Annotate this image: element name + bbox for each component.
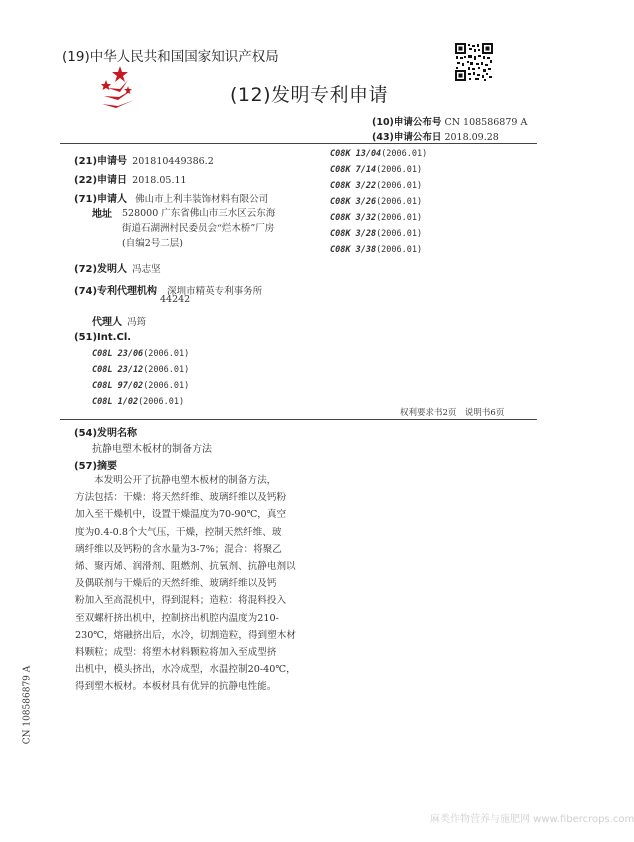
abstract-line: 至双螺杆挤出机中，控制挤出机腔内温度为210- [75,612,279,624]
issuer-line: (19)中华人民共和国国家知识产权局 [62,49,279,65]
ipc-code: C08L 23/12 [92,365,144,375]
publication-number [372,114,527,128]
agent [92,310,146,329]
watermark: 麻类作物营养与施肥网 www.fibercrops.com [430,814,634,825]
inventor-label: (72)发明人 [74,264,128,275]
application-date-value: 2018.05.11 [132,175,187,186]
title-label: (54)发明名称 [74,428,138,439]
abstract-line: 烯、聚丙烯、润滑剂、阻燃剂、抗氧剂、抗静电剂以 [75,561,296,573]
abstract-line: 得到塑木板材。本板材具有优异的抗静电性能。 [75,681,277,693]
abstract-label: (57)摘要 [74,461,118,472]
ipc-right-3 [330,181,422,191]
agent-value: 冯筠 [127,317,147,328]
ipc-right-4 [330,197,422,207]
ipc-right-2 [330,165,422,175]
abstract-line: 230℃，熔融挤出后，水冷，切割造粒，得到塑木材 [75,629,296,641]
publication-date-label: (43)申请公布日 [372,132,442,143]
ipc-code: C08L 23/06 [92,349,144,359]
ipc-version: (2006.01) [143,381,190,391]
ipc-version: (2006.01) [376,245,423,255]
abstract-line: 出机中，模头挤出，水冷成型，水温控制20-40℃， [75,664,296,676]
invention-title: 抗静电塑木板材的制备方法 [92,444,212,455]
ipc-code: C08K 13/04 [330,149,382,159]
publication-date [372,129,499,143]
cnipa-logo [98,64,138,116]
abstract-line: 本发明公开了抗静电塑木板材的制备方法， [94,475,277,486]
abstract-line: 璃纤维以及钙粉的含水量为3-7%；混合：将聚乙 [75,543,282,555]
application-date [74,168,187,187]
abstract-line: 方法包括：干燥：将天然纤维、玻璃纤维以及钙粉 [75,492,287,504]
abstract-line: 及偶联剂与干燥后的天然纤维、玻璃纤维以及钙 [75,578,277,590]
inventor-value: 冯志坚 [132,264,161,275]
ipc-code: C08K 3/22 [330,181,377,191]
ipc-left-2 [92,365,189,375]
application-number-value: 201810449386.2 [132,156,214,167]
application-number-label: (21)申请号 [74,156,128,167]
ipc-code: C08L 97/02 [92,381,144,391]
abstract-line: 度为0.4-0.8个大气压，干燥，控制天然纤维、玻 [75,526,282,538]
ipc-code: C08K 3/32 [330,213,377,223]
ipc-version: (2006.01) [376,181,423,191]
pages-info: 权利要求书2页 说明书6页 [400,408,505,418]
document-type: (12)发明专利申请 [230,84,389,106]
int-cl-label: (51)Int.Cl. [74,332,132,343]
address-label: 地址 [92,209,112,220]
ipc-version: (2006.01) [376,165,423,175]
ipc-left-3 [92,381,189,391]
ipc-code: C08K 7/14 [330,165,377,175]
applicant [74,187,268,206]
address-line-3: (自编2号二层) [122,238,183,249]
abstract-line: 粉加入至高混机中，得到混料；造粒：将混料投入 [75,595,287,607]
ipc-version: (2006.01) [376,213,423,223]
ipc-version: (2006.01) [376,229,423,239]
address-line-2: 街道石湖洲村民委员会“烂木桥”厂房 [122,223,275,234]
applicant-label: (71)申请人 [74,194,128,205]
ipc-right-6 [330,229,422,239]
publication-date-value: 2018.09.28 [444,132,499,143]
abstract-line: 料颗粒；成型：将塑木材料颗粒将加入至成型挤 [75,647,277,659]
publication-number-value: CN 108586879 A [444,117,528,128]
ipc-code: C08K 3/28 [330,229,377,239]
ipc-code: C08K 3/26 [330,197,377,207]
ipc-code: C08L 1/02 [92,397,139,407]
application-date-label: (22)申请日 [74,175,128,186]
ipc-right-5 [330,213,422,223]
applicant-value: 佛山市上利丰装饰材料有限公司 [135,194,269,205]
inventor [74,257,161,276]
patent-agency-label: (74)专利代理机构 [74,286,158,297]
header-divider [60,143,537,144]
abstract-text [75,472,296,696]
qr-code [455,43,493,81]
patent-agency-value: 深圳市精英专利事务所 [167,286,263,297]
patent-agency-code: 44242 [160,294,191,305]
ipc-left-4 [92,397,184,407]
biblio-divider [60,419,537,420]
ipc-version: (2006.01) [143,349,190,359]
address-line-1: 528000 广东省佛山市三水区云东海 [122,208,276,219]
ipc-code: C08K 3/38 [330,245,377,255]
ipc-version: (2006.01) [143,365,190,375]
ipc-version: (2006.01) [376,197,423,207]
ipc-right-1 [330,149,427,159]
ipc-left-1 [92,349,189,359]
agent-label: 代理人 [92,317,122,328]
application-number [74,149,214,168]
publication-number-label: (10)申请公布号 [372,117,442,128]
ipc-version: (2006.01) [381,149,428,159]
ipc-right-7 [330,245,422,255]
side-publication-number: CN 108586879 A [22,665,33,745]
abstract-line: 加入至干燥机中，设置干燥温度为70-90℃，真空 [75,509,287,521]
ipc-version: (2006.01) [138,397,185,407]
